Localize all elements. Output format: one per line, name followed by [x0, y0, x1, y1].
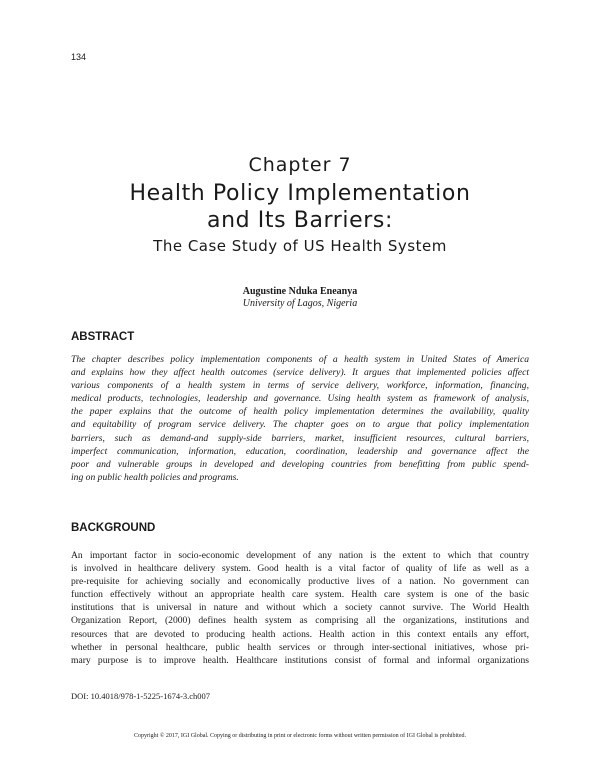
abstract-line: and explains how they affect health outcomes (service delivery). It argues that implemented policies affect [71, 367, 529, 379]
background-line: An important factor in socio-economic development of any nation is the extent to which that country [71, 550, 529, 561]
abstract-heading: ABSTRACT [71, 331, 135, 343]
abstract-line: barriers, such as demand-and supply-side barriers, market, insufficient resources, cultural barriers, [71, 432, 529, 444]
background-line: mary purpose is to improve health. Healthcare institutions consist of formal and informal organizations [71, 654, 529, 666]
abstract-line: various components of a health system in terms of service delivery, workforce, information, financing, [71, 380, 529, 392]
chapter-title-line: Health Policy Implementation [129, 181, 471, 206]
background-line: is involved in healthcare delivery system. Good health is a vital factor of quality of life as well as a [71, 563, 529, 575]
author-affiliation: University of Lagos, Nigeria [242, 298, 358, 309]
background-line: function effectively without an appropriate health care system. Health care system is one of the basic [71, 589, 529, 601]
abstract-line: medical products, technologies, leadership and governance. Using health system as framework of analysis, [71, 393, 529, 405]
background-line: whether in personal healthcare, public health services or through inter-sectional initiatives, whose pri- [71, 641, 529, 653]
chapter-label: Chapter 7 [248, 154, 352, 176]
author-name: Augustine Nduka Eneanya [242, 286, 358, 297]
doi: DOI: 10.4018/978-1-5225-1674-3.ch007 [71, 691, 211, 701]
abstract-line: The chapter describes policy implementation components of a health system in United States of America [71, 354, 529, 365]
background-line: institutions that is universal in nature and without which a society cannot survive. The World Health [71, 602, 529, 614]
abstract-line: imperfect communication, information, education, coordination, leadership and governance affect the [71, 445, 529, 457]
page-number: 134 [71, 52, 87, 62]
abstract-body [71, 353, 529, 484]
background-line: pre-requisite for achieving socially and economically productive lives of a nation. No government can [71, 576, 529, 588]
abstract-line: poor and vulnerable groups in developed and developing countries from benefitting from public spend- [71, 458, 529, 470]
abstract-line: the paper explains that the outcome of health policy implementation determines the availability, quality [71, 406, 529, 418]
background-body [71, 549, 529, 667]
copyright-notice: Copyright © 2017, IGI Global. Copying or distributing in print or electronic forms without written permission of IGI Global is prohibited. [133, 733, 466, 739]
background-line: resources that are devoted to producing health actions. Health action in this context entails any effort, [71, 628, 529, 640]
background-line: Organization Report, (2000) defines health system as comprising all the organizations, institutions and [71, 615, 529, 627]
chapter-title [0, 180, 600, 234]
chapter-title-line: and Its Barriers: [207, 208, 393, 233]
chapter-subtitle: The Case Study of US Health System [153, 237, 447, 255]
abstract-line: ing on public health policies and programs. [71, 471, 239, 483]
background-heading: BACKGROUND [71, 522, 156, 534]
abstract-line: and equitability of program service delivery. The chapter goes on to argue that policy implementation [71, 419, 529, 431]
